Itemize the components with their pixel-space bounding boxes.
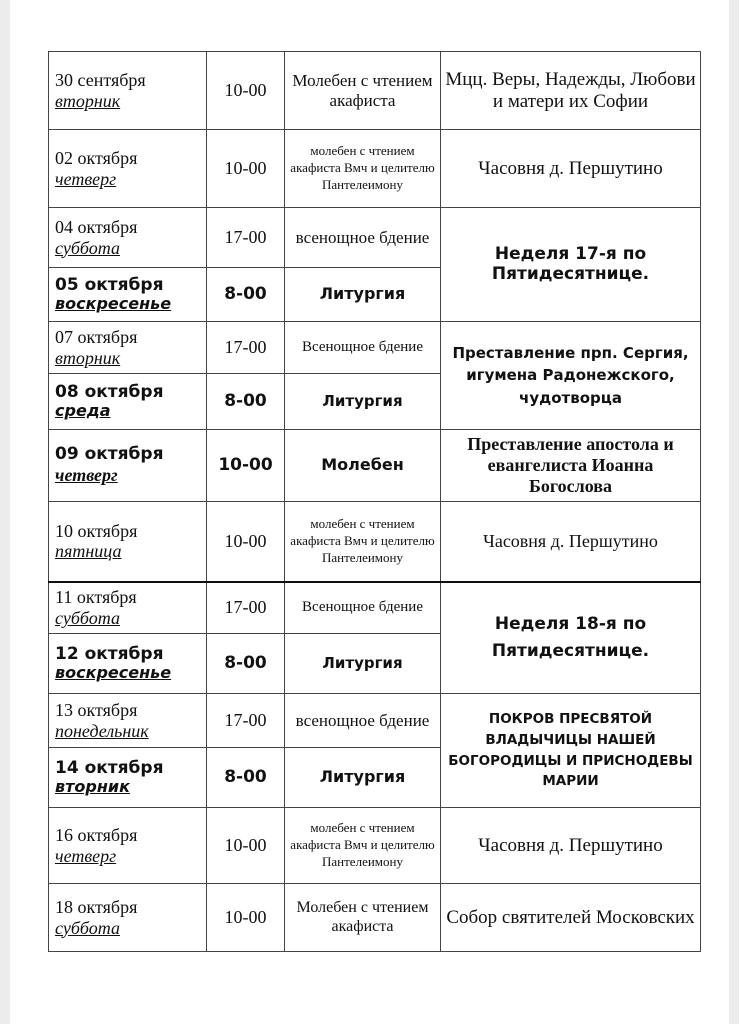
weekday-text: четверг <box>55 845 117 866</box>
service-cell: молебен с чтением акафиста Вмч и целителю Пантелеимону <box>285 808 441 884</box>
date-cell <box>49 502 207 582</box>
note-cell: Собор святителей Московских <box>441 884 701 952</box>
date-cell <box>49 322 207 374</box>
note-cell: Часовня д. Першутино <box>441 502 701 582</box>
service-cell: молебен с чтением акафиста Вмч и целителю Пантелеимону <box>285 130 441 208</box>
date-text: 16 октября <box>55 824 138 845</box>
date-text: 07 октября <box>55 326 138 347</box>
service-cell: Всенощное бдение <box>285 582 441 634</box>
service-cell: всенощное бдение <box>285 208 441 268</box>
date-cell <box>49 268 207 322</box>
date-cell <box>49 582 207 634</box>
time-cell: 17-00 <box>207 582 285 634</box>
table-row <box>49 808 701 884</box>
table-row <box>49 130 701 208</box>
weekday-text: суббота <box>55 237 120 258</box>
service-cell: Литургия <box>285 634 441 694</box>
date-cell <box>49 52 207 130</box>
time-cell: 8-00 <box>207 374 285 430</box>
time-cell: 17-00 <box>207 694 285 748</box>
time-cell: 10-00 <box>207 52 285 130</box>
date-text: 02 октября <box>55 147 138 168</box>
service-cell: всенощное бдение <box>285 694 441 748</box>
table-row <box>49 52 701 130</box>
note-cell: Преставление прп. Сергия, игумена Радонежского, чудотворца <box>441 322 701 430</box>
table-row <box>49 430 701 502</box>
time-cell: 10-00 <box>207 502 285 582</box>
weekday-text: воскресенье <box>55 663 172 683</box>
date-cell <box>49 374 207 430</box>
service-cell: Литургия <box>285 374 441 430</box>
weekday-text: вторник <box>55 347 121 368</box>
date-cell <box>49 208 207 268</box>
table-row <box>49 582 701 634</box>
date-cell <box>49 748 207 808</box>
date-cell <box>49 634 207 694</box>
weekday-text: вторник <box>55 90 121 111</box>
service-cell: Молебен с чтением акафиста <box>285 52 441 130</box>
note-cell: Часовня д. Першутино <box>441 808 701 884</box>
service-cell: молебен с чтением акафиста Вмч и целителю Пантелеимону <box>285 502 441 582</box>
note-cell: Неделя 18-я по Пятидесятнице. <box>441 582 701 694</box>
date-text: 05 октября <box>55 274 164 295</box>
weekday-text: пятница <box>55 541 122 562</box>
time-cell: 8-00 <box>207 748 285 808</box>
note-cell: Мцц. Веры, Надежды, Любови и матери их Софии <box>441 52 701 130</box>
weekday-text: четверг <box>55 168 117 189</box>
time-cell: 8-00 <box>207 634 285 694</box>
table-row <box>49 208 701 268</box>
time-cell: 17-00 <box>207 322 285 374</box>
date-text: 13 октября <box>55 699 138 720</box>
note-cell: Часовня д. Першутино <box>441 130 701 208</box>
service-cell: Молебен <box>285 430 441 502</box>
date-cell <box>49 694 207 748</box>
service-cell: Всенощное бдение <box>285 322 441 374</box>
note-cell: ПОКРОВ ПРЕСВЯТОЙ ВЛАДЫЧИЦЫ НАШЕЙ БОГОРОДИЦЫ И ПРИСНОДЕВЫ МАРИИ <box>441 694 701 808</box>
table-row <box>49 694 701 748</box>
weekday-text: четверг <box>55 464 118 485</box>
date-text: 09 октября <box>55 444 164 465</box>
date-text: 04 октября <box>55 216 138 237</box>
service-cell: Литургия <box>285 748 441 808</box>
table-row <box>49 884 701 952</box>
time-cell: 10-00 <box>207 430 285 502</box>
table-row <box>49 322 701 374</box>
date-text: 08 октября <box>55 381 164 402</box>
table-row <box>49 502 701 582</box>
weekday-text: вторник <box>55 777 130 797</box>
date-text: 18 октября <box>55 896 138 917</box>
service-cell: Молебен с чтением акафиста <box>285 884 441 952</box>
date-cell <box>49 430 207 502</box>
time-cell: 17-00 <box>207 208 285 268</box>
date-cell <box>49 808 207 884</box>
time-cell: 10-00 <box>207 884 285 952</box>
date-text: 14 октября <box>55 757 164 778</box>
weekday-text: суббота <box>55 917 120 938</box>
time-cell: 8-00 <box>207 268 285 322</box>
date-text: 12 октября <box>55 643 164 664</box>
schedule-table <box>48 51 701 952</box>
weekday-text: среда <box>55 401 111 421</box>
note-cell: Неделя 17-я по Пятидесятнице. <box>441 208 701 322</box>
date-text: 10 октября <box>55 520 138 541</box>
note-cell: Преставление апостола и евангелиста Иоанна Богослова <box>441 430 701 502</box>
time-cell: 10-00 <box>207 808 285 884</box>
time-cell: 10-00 <box>207 130 285 208</box>
date-cell <box>49 130 207 208</box>
weekday-text: суббота <box>55 607 120 628</box>
weekday-text: воскресенье <box>55 294 172 314</box>
service-cell: Литургия <box>285 268 441 322</box>
date-cell <box>49 884 207 952</box>
document-page <box>10 0 729 1024</box>
weekday-text: понедельник <box>55 720 149 741</box>
date-text: 30 сентября <box>55 69 146 90</box>
date-text: 11 октября <box>55 587 137 608</box>
